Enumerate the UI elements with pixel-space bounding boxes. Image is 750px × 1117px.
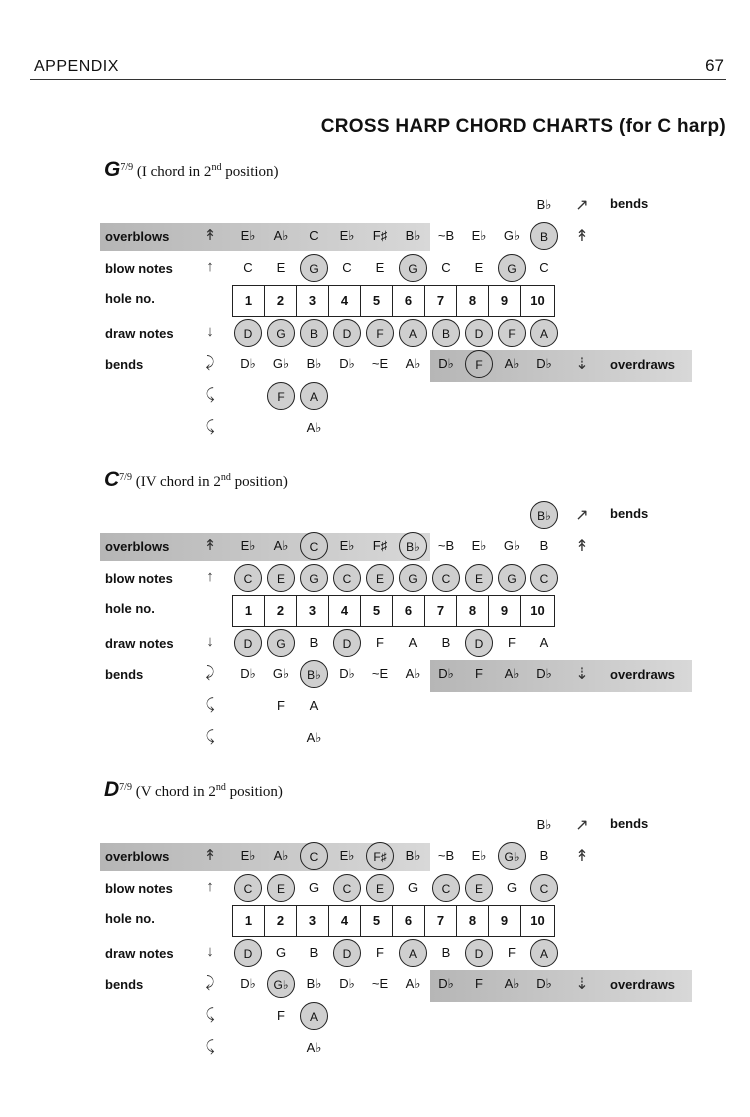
whole-step-bend-icon: ⤹: [205, 696, 215, 713]
chord-tone-draw: B: [432, 319, 460, 347]
note-bends1: D♭: [536, 356, 552, 371]
note-bends1: ~E: [371, 666, 389, 681]
overblow-arrow-icon: ↟: [575, 228, 589, 245]
hole-number: 4: [329, 596, 361, 626]
chord-description-superscript: nd: [220, 472, 231, 483]
overdraw-arrow-icon: ⇣: [575, 356, 589, 373]
hole-number: 7: [425, 906, 457, 936]
side-label-overdraws: overdraws: [610, 977, 676, 992]
overblow-arrow-icon: ↟: [575, 848, 589, 865]
hole-number: 6: [393, 906, 425, 936]
row-label-bends: bends: [105, 977, 144, 992]
chord-tone-blow: E: [366, 874, 394, 902]
note-blow: E: [375, 260, 385, 275]
chord-tone-draw: D: [465, 629, 493, 657]
note-blow: C: [342, 260, 352, 275]
chord-tone-blow: E: [267, 564, 295, 592]
hole-number: 3: [297, 596, 329, 626]
note-draw: F: [508, 945, 516, 960]
side-label-overdraws: overdraws: [610, 667, 676, 682]
note-overblows: E♭: [471, 848, 487, 863]
note-draw: F: [376, 635, 384, 650]
note-bends1: F: [475, 976, 483, 991]
note-blow: E: [474, 260, 484, 275]
chord-symbol: D: [104, 778, 120, 801]
note-bends1: F: [475, 666, 483, 681]
chord-extension: 7/9: [120, 162, 134, 173]
chord-chart: [0, 158, 750, 458]
note-bends1: G♭: [272, 666, 290, 681]
note-overblows: G♭: [503, 538, 521, 553]
hole-number: 6: [393, 286, 425, 316]
chord-tone-blow: C: [530, 874, 558, 902]
chord-tone-blow: G: [498, 254, 526, 282]
hole-number: 1: [233, 286, 265, 316]
note-bends1: A♭: [405, 356, 421, 371]
step-and-half-bend-icon: ⤹: [205, 728, 215, 745]
chord-description-superscript: nd: [211, 162, 222, 173]
hole-number: 8: [457, 286, 489, 316]
row-label-draw: draw notes: [105, 946, 174, 961]
chord-tone-bends2: A: [300, 382, 328, 410]
chord-description: (I chord in 2: [136, 164, 212, 180]
chord-description-end: position): [230, 474, 288, 490]
chord-tone-blowbends: B♭: [530, 501, 558, 529]
row-label-blow: blow notes: [105, 571, 173, 586]
hole-number: 2: [265, 286, 297, 316]
half-step-bend-icon: ⤸: [205, 354, 215, 371]
note-overblows: C: [309, 228, 319, 243]
row-label-hole: hole no.: [105, 911, 155, 926]
chord-tone-overblows: G♭: [498, 842, 526, 870]
note-bends1: D♭: [536, 666, 552, 681]
note-bends2: F: [277, 1008, 285, 1023]
chord-tone-bends2: A: [300, 1002, 328, 1030]
chord-tone-overblows: B: [530, 222, 558, 250]
chord-tone-draw: F: [498, 319, 526, 347]
chord-tone-overblows: C: [300, 532, 328, 560]
chord-description-end: position): [225, 784, 283, 800]
note-blow: C: [539, 260, 549, 275]
whole-step-bend-icon: ⤹: [205, 386, 215, 403]
hole-number: 5: [361, 596, 393, 626]
step-and-half-bend-icon: ⤹: [205, 1038, 215, 1055]
chord-tone-blow: C: [333, 874, 361, 902]
header-rule: [30, 79, 726, 80]
row-label-hole: hole no.: [105, 291, 155, 306]
note-draw: B: [309, 945, 319, 960]
note-bends1: D♭: [240, 666, 256, 681]
note-bends1: D♭: [339, 356, 355, 371]
side-label-bends: bends: [610, 196, 649, 211]
note-bends1: G♭: [272, 356, 290, 371]
hole-number: 5: [361, 906, 393, 936]
note-draw: F: [508, 635, 516, 650]
hole-number: 7: [425, 286, 457, 316]
note-bends1: D♭: [240, 976, 256, 991]
note-overblows: E♭: [471, 538, 487, 553]
note-overblows: E♭: [339, 538, 355, 553]
row-label-bends: bends: [105, 357, 144, 372]
hole-number-box: [232, 595, 555, 627]
hole-number: 3: [297, 286, 329, 316]
chord-tone-draw: A: [399, 939, 427, 967]
note-bends1: A♭: [504, 976, 520, 991]
overblow-arrow-icon: ↟: [203, 227, 217, 244]
chord-description-end: position): [221, 164, 279, 180]
overdraw-arrow-icon: ⇣: [575, 976, 589, 993]
note-draw: B: [441, 635, 451, 650]
chord-tone-draw: D: [333, 939, 361, 967]
chord-tone-draw: A: [530, 319, 558, 347]
chord-tone-draw: D: [333, 319, 361, 347]
chord-tone-blow: G: [300, 564, 328, 592]
side-label-bends: bends: [610, 506, 649, 521]
page-title: CROSS HARP CHORD CHARTS (for C harp): [320, 116, 726, 137]
note-bends1: D♭: [536, 976, 552, 991]
chord-tone-draw: B: [300, 319, 328, 347]
note-draw: F: [376, 945, 384, 960]
blow-bend-arrow-icon: ↗: [575, 817, 589, 834]
hole-number: 9: [489, 906, 521, 936]
note-bends2: F: [277, 698, 285, 713]
hole-number: 3: [297, 906, 329, 936]
note-bends1: ~E: [371, 356, 389, 371]
note-blow: G: [506, 880, 518, 895]
up-arrow-icon: ↑: [206, 568, 214, 585]
chord-tone-blow: C: [234, 564, 262, 592]
row-label-draw: draw notes: [105, 636, 174, 651]
chord-tone-overblows: C: [300, 842, 328, 870]
chord-tone-blow: G: [399, 254, 427, 282]
row-label-bends: bends: [105, 667, 144, 682]
hole-number: 1: [233, 906, 265, 936]
row-label-overblows: overblows: [105, 539, 170, 554]
chord-tone-blow: C: [234, 874, 262, 902]
row-label-blow: blow notes: [105, 261, 173, 276]
chord-tone-bends1: G♭: [267, 970, 295, 998]
note-overblows: E♭: [339, 848, 355, 863]
chord-tone-draw: A: [530, 939, 558, 967]
chord-tone-blow: E: [465, 564, 493, 592]
chord-tone-bends1: F: [465, 350, 493, 378]
note-bends1: ~E: [371, 976, 389, 991]
chord-tone-overblows: B♭: [399, 532, 427, 560]
down-arrow-icon: ↓: [206, 633, 214, 650]
hole-number: 8: [457, 906, 489, 936]
overblow-arrow-icon: ↟: [203, 847, 217, 864]
note-blow: E: [276, 260, 286, 275]
note-draw: A: [408, 635, 418, 650]
chord-tone-blow: C: [333, 564, 361, 592]
hole-number-box: [232, 285, 555, 317]
hole-number: 10: [530, 293, 545, 308]
chord-tone-draw: G: [267, 629, 295, 657]
hole-number: 5: [361, 286, 393, 316]
chord-extension: 7/9: [119, 782, 132, 793]
note-blowbends: B♭: [536, 197, 552, 212]
note-blow: G: [308, 880, 320, 895]
chord-tone-draw: D: [333, 629, 361, 657]
running-header-section: APPENDIX: [34, 58, 119, 75]
note-bends1: B♭: [306, 976, 322, 991]
hole-number: 9: [489, 286, 521, 316]
hole-number: 4: [329, 906, 361, 936]
note-overblows: ~B: [437, 228, 455, 243]
chord-description: (IV chord in 2: [135, 474, 221, 490]
chord-heading: [104, 158, 279, 182]
chord-tone-draw: D: [465, 319, 493, 347]
note-overblows: A♭: [273, 538, 289, 553]
chord-tone-bends2: F: [267, 382, 295, 410]
chord-heading: [104, 468, 288, 492]
note-bends1: A♭: [504, 666, 520, 681]
row-label-draw: draw notes: [105, 326, 174, 341]
note-bends1: B♭: [306, 356, 322, 371]
note-bends3: A♭: [306, 730, 322, 745]
side-label-bends: bends: [610, 816, 649, 831]
blow-bend-arrow-icon: ↗: [575, 507, 589, 524]
note-overblows: B♭: [405, 848, 421, 863]
hole-number: 7: [425, 596, 457, 626]
chord-heading: [104, 778, 283, 802]
hole-number: 10: [530, 913, 545, 928]
note-overblows: A♭: [273, 848, 289, 863]
half-step-bend-icon: ⤸: [205, 974, 215, 991]
chord-tone-draw: D: [234, 629, 262, 657]
hole-number: 2: [265, 596, 297, 626]
chord-tone-draw: F: [366, 319, 394, 347]
chord-tone-blow: G: [300, 254, 328, 282]
note-bends2: A: [309, 698, 319, 713]
note-overblows: ~B: [437, 538, 455, 553]
chord-extension: 7/9: [119, 472, 132, 483]
blow-bend-arrow-icon: ↗: [575, 197, 589, 214]
note-blow: G: [407, 880, 419, 895]
note-overblows: A♭: [273, 228, 289, 243]
chord-tone-overblows: F♯: [366, 842, 394, 870]
chord-description-superscript: nd: [215, 782, 226, 793]
page-number: 67: [705, 56, 724, 75]
up-arrow-icon: ↑: [206, 878, 214, 895]
half-step-bend-icon: ⤸: [205, 664, 215, 681]
note-overblows: F♯: [372, 538, 388, 553]
note-draw: B: [309, 635, 319, 650]
chord-description: (V chord in 2: [135, 784, 216, 800]
note-overblows: E♭: [339, 228, 355, 243]
overblow-arrow-icon: ↟: [203, 537, 217, 554]
note-bends3: A♭: [306, 1040, 322, 1055]
note-overblows: F♯: [372, 228, 388, 243]
step-and-half-bend-icon: ⤹: [205, 418, 215, 435]
chord-symbol: C: [104, 468, 120, 491]
note-bends1: D♭: [339, 666, 355, 681]
chord-chart: [0, 468, 750, 768]
hole-number: 6: [393, 596, 425, 626]
note-overblows: E♭: [240, 848, 256, 863]
note-overblows: B: [539, 538, 549, 553]
chord-tone-blow: C: [530, 564, 558, 592]
chord-chart: [0, 778, 750, 1078]
row-label-blow: blow notes: [105, 881, 173, 896]
chord-tone-blow: G: [399, 564, 427, 592]
note-bends1: A♭: [405, 976, 421, 991]
hole-number: 10: [530, 603, 545, 618]
hole-number: 8: [457, 596, 489, 626]
chord-tone-draw: D: [234, 319, 262, 347]
side-label-overdraws: overdraws: [610, 357, 676, 372]
note-overblows: ~B: [437, 848, 455, 863]
down-arrow-icon: ↓: [206, 323, 214, 340]
chord-tone-bends1: B♭: [300, 660, 328, 688]
chord-tone-blow: E: [465, 874, 493, 902]
row-label-overblows: overblows: [105, 849, 170, 864]
chord-symbol: G: [104, 158, 121, 181]
chord-tone-blow: E: [366, 564, 394, 592]
hole-number: 1: [233, 596, 265, 626]
chord-tone-blow: G: [498, 564, 526, 592]
note-draw: A: [539, 635, 549, 650]
note-draw: G: [275, 945, 287, 960]
row-label-overblows: overblows: [105, 229, 170, 244]
note-blowbends: B♭: [536, 817, 552, 832]
chord-tone-draw: A: [399, 319, 427, 347]
hole-number: 9: [489, 596, 521, 626]
note-bends1: D♭: [438, 666, 454, 681]
note-bends3: A♭: [306, 420, 322, 435]
chord-tone-draw: G: [267, 319, 295, 347]
hole-number: 2: [265, 906, 297, 936]
overblow-arrow-icon: ↟: [575, 538, 589, 555]
hole-number-box: [232, 905, 555, 937]
note-overblows: E♭: [240, 538, 256, 553]
note-overblows: B: [539, 848, 549, 863]
note-overblows: E♭: [240, 228, 256, 243]
whole-step-bend-icon: ⤹: [205, 1006, 215, 1023]
chord-tone-draw: D: [465, 939, 493, 967]
note-bends1: D♭: [438, 976, 454, 991]
note-bends1: A♭: [405, 666, 421, 681]
up-arrow-icon: ↑: [206, 258, 214, 275]
chord-tone-draw: D: [234, 939, 262, 967]
chord-tone-blow: C: [432, 874, 460, 902]
note-blow: C: [441, 260, 451, 275]
note-overblows: G♭: [503, 228, 521, 243]
chord-tone-blow: C: [432, 564, 460, 592]
note-bends1: A♭: [504, 356, 520, 371]
note-bends1: D♭: [438, 356, 454, 371]
down-arrow-icon: ↓: [206, 943, 214, 960]
overdraw-arrow-icon: ⇣: [575, 666, 589, 683]
note-overblows: E♭: [471, 228, 487, 243]
hole-number: 4: [329, 286, 361, 316]
note-overblows: B♭: [405, 228, 421, 243]
note-bends1: D♭: [240, 356, 256, 371]
note-bends1: D♭: [339, 976, 355, 991]
row-label-hole: hole no.: [105, 601, 155, 616]
chord-tone-blow: E: [267, 874, 295, 902]
note-blow: C: [243, 260, 253, 275]
note-draw: B: [441, 945, 451, 960]
